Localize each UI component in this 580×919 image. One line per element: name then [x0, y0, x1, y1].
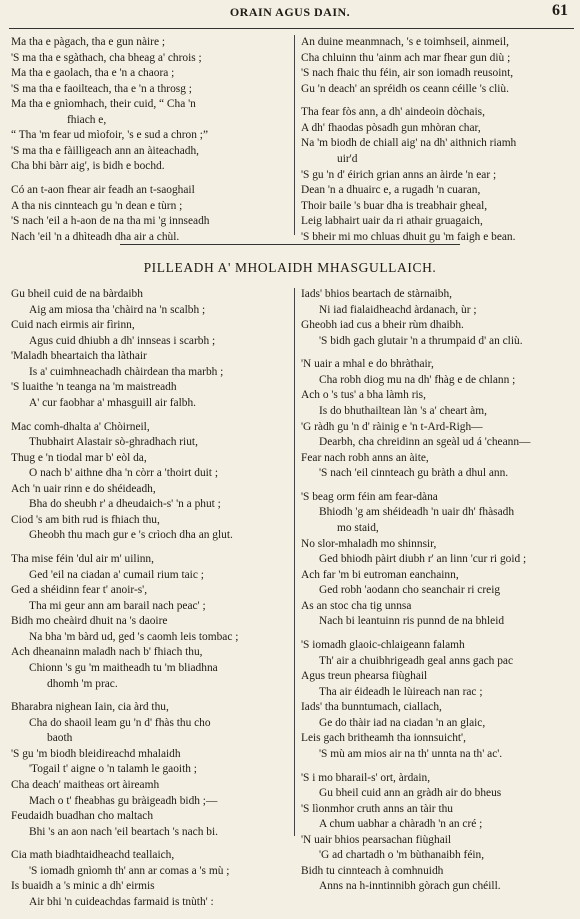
verse-line: Iads' tha bunntumach, ciallach, — [301, 701, 442, 714]
verse-line: 'S ma tha e faoilteach, tha e 'n a throsg ; — [11, 82, 192, 95]
verse-line: Tha air éideadh le lùireach nan rac ; — [319, 685, 483, 698]
verse-line: Gheobh iad cus a bheir rùm dhaibh. — [301, 319, 464, 332]
verse-line: Bha do sheubh r' a dheudaich-s' 'n a phut ; — [29, 498, 221, 511]
verse-line: 'S bheir mi mo chluas dhuit gu 'm faigh e bean. — [301, 230, 516, 243]
verse-line: Cha deach' maitheas ort àireamh — [11, 778, 160, 791]
verse-line: Ma tha e gaolach, tha e 'n a chaora ; — [11, 67, 175, 80]
verse-line: Dearbh, cha chreidinn an sgeàl ud á 'cheann— — [319, 436, 531, 449]
verse-line: Ged a shéidinn fear t' anoir-s', — [11, 584, 148, 597]
verse-line: Ged bhiodh pàirt diubh r' an linn 'cur ri goid ; — [319, 553, 527, 566]
stanza — [301, 287, 577, 349]
verse-line: Thoir baile 's buar dha is treabhair gheal, — [301, 199, 488, 212]
verse-line: baoth — [47, 732, 73, 745]
verse-line: Is do bhuthailtean làn 's a' cheart àm, — [319, 405, 487, 418]
verse-line: Ach o 's tus' a bha làmh ris, — [301, 389, 426, 402]
verse-line: 'N uair bhios pearsachan fiùghail — [301, 833, 452, 846]
verse-line: 'Maladh bheartaich tha làthair — [11, 350, 147, 363]
verse-line: Gu 'n deach' an spréidh os ceann céille 's cliù. — [301, 82, 509, 95]
verse-line: Tha fear fòs ann, a dh' aindeoin dòchais, — [301, 106, 485, 119]
verse-line: Bhiodh 'g am shéideadh 'n uair dh' fhàsadh — [319, 506, 515, 519]
verse-line: Dean 'n a dhuairc e, a rugadh 'n cuaran, — [301, 184, 481, 197]
verse-line: 'S nach 'eil cinnteach gu bràth a dhul ann. — [319, 467, 509, 480]
verse-line: Ciod 's am bith rud is fhiach thu, — [11, 513, 160, 526]
verse-line: mo staid, — [337, 522, 379, 535]
bottom-right-column — [301, 287, 577, 903]
verse-line: Air bhi 'n cuideachdas farmaid is tnùth' : — [29, 895, 214, 908]
verse-line: 'S beag orm féin am fear-dàna — [301, 490, 438, 503]
stanza — [11, 35, 291, 175]
verse-line: No slor-mhaladh mo shinnsir, — [301, 537, 437, 550]
verse-line: Iads' bhios beartach de stàrnaibh, — [301, 288, 453, 300]
verse-line: 'S ma tha e fàilligeach ann an àiteachadh, — [11, 144, 200, 157]
verse-line: Ma tha e gnìomhach, their cuid, “ Cha 'n — [11, 98, 196, 111]
verse-line: Tha mi geur ann am barail nach peac' ; — [29, 599, 206, 612]
verse-line: Bharabra nighean Iain, cia àrd thu, — [11, 701, 169, 714]
verse-line: Có an t-aon fhear air feadh an t-saoghail — [11, 184, 195, 197]
verse-line: fhiach e, — [67, 113, 107, 126]
verse-line: Cha do shaoil leam gu 'n d' fhàs thu cho — [29, 716, 211, 729]
running-title: ORAIN AGUS DAIN. — [229, 5, 351, 19]
verse-line: 'S nach 'eil a h-aon de na tha mi 'g innseadh — [11, 215, 210, 228]
verse-line: Gu bheil cuid ann an gràdh air do bheus — [319, 787, 502, 800]
verse-line: Mac comh-dhalta a' Chòirneil, — [11, 420, 150, 433]
verse-line: 'S ma tha e sgàthach, cha bheag a' chrois ; — [11, 51, 202, 64]
verse-line: 'Togail t' aigne o 'n talamh le gaoith ; — [29, 763, 197, 776]
stanza — [301, 490, 577, 630]
verse-line: Cha bhi bàrr aig', is bidh e bochd. — [11, 160, 165, 173]
stanza — [301, 357, 577, 481]
verse-line: Ged robh 'aodann cho seanchair ri creig — [319, 584, 501, 597]
verse-line: 'S luaithe 'n teanga na 'm maistreadh — [11, 381, 177, 394]
verse-line: uir'd — [337, 153, 358, 166]
verse-line: Bidh mo cheàird dhuit na 's daoire — [11, 615, 168, 628]
bottom-left-column — [11, 287, 293, 919]
verse-line: 'S gu 'm biodh bleidireachd mhalaidh — [11, 747, 181, 760]
verse-line: Ged 'eil na ciadan a' cumail rium taic ; — [29, 568, 204, 581]
verse-line: A tha nis cinnteach gu 'n dean e tùrn ; — [11, 199, 183, 212]
verse-line: A dh' fhaodas pòsadh gun mhòran char, — [301, 121, 481, 134]
verse-line: Ni iad fialaidheachd àrdanach, ùr ; — [319, 303, 477, 316]
stanza — [11, 420, 293, 544]
stanza — [301, 105, 577, 245]
verse-line: Cha robh diog mu na dh' fhàg e de chlann ; — [319, 373, 516, 386]
stanza — [11, 700, 293, 840]
verse-line: 'N uair a mhal e do bhràthair, — [301, 358, 434, 371]
stanza — [301, 771, 577, 895]
verse-line: Cia math biadhtaidheachd teallaich, — [11, 849, 175, 862]
verse-line: 'S iomadh glaoic-chlaigeann falamh — [301, 639, 465, 652]
stanza — [11, 552, 293, 692]
verse-line: “ Tha 'm fear ud mìofoir, 's e sud a chron ;” — [11, 129, 209, 142]
verse-line: Aig am miosa tha 'chàird na 'n scalbh ; — [29, 303, 206, 316]
verse-line: Leig labhairt uair da ri athair gruagaich, — [301, 215, 483, 228]
column-divider — [294, 35, 295, 235]
verse-line: Tha mise féin 'dul air m' uilinn, — [11, 553, 154, 566]
verse-line: An duine meanmnach, 's e toimhseil, ainmeil, — [301, 36, 509, 48]
verse-line: A chum uabhar a chàradh 'n an cré ; — [319, 818, 483, 831]
verse-line: 'S i mo bharail-s' ort, àrdain, — [301, 771, 431, 784]
verse-line: Ach dheanainn maladh nach b' fhiach thu, — [11, 646, 203, 659]
verse-line: Chionn 's gu 'm maitheadh tu 'm bliadhna — [29, 661, 218, 674]
top-left-column — [11, 35, 291, 253]
header-rule — [9, 28, 574, 29]
verse-line: Bidh tu cinnteach à comhnuidh — [301, 864, 444, 877]
verse-line: 'S mù am mios air na th' unnta na th' ac'. — [319, 747, 503, 760]
verse-line: Ge do thàir iad na ciadan 'n an glaic, — [319, 716, 486, 729]
verse-line: Agus treun phearsa fiùghail — [301, 670, 428, 683]
verse-line: Feudaidh buadhan cho maltach — [11, 810, 154, 823]
verse-line: Cuid nach eirmis air fìrinn, — [11, 319, 135, 332]
verse-line: 'G ad chartadh o 'm bùthanaibh féin, — [319, 849, 485, 862]
verse-line: Cha chluinn thu 'ainm ach mar fhear gun diù ; — [301, 51, 511, 64]
verse-line: Bhi 's an aon nach 'eil beartach 's nach bi. — [29, 825, 218, 838]
verse-line: Thug e 'n tiodal mar b' eòl da, — [11, 451, 147, 464]
verse-line: Th' air a chuibhrigeadh geal anns gach pac — [319, 654, 514, 667]
verse-line: Leis gach britheamh tha ionnsuicht', — [301, 732, 466, 745]
verse-line: Anns na h-inntinnibh gòrach gun chéill. — [319, 880, 501, 893]
stanza — [11, 848, 293, 910]
stanza — [301, 638, 577, 762]
verse-line: 'S iomadh gnìomh th' ann ar comas a 's mù ; — [29, 864, 230, 877]
verse-line: Ma tha e pàgach, tha e gun nàire ; — [11, 36, 166, 48]
verse-line: 'G ràdh gu 'n d' ràinig e 'n t-Ard-Righ— — [301, 420, 483, 433]
verse-line: Is buaidh a 's minic a dh' eirmis — [11, 880, 155, 893]
verse-line: 'S lìonmhor cruth anns an tàir thu — [301, 802, 454, 815]
verse-line: Is a' cuimhneachadh chàirdean tha marbh ; — [29, 365, 224, 378]
verse-line: Agus cuid dhiubh a dh' innseas i scarbh ; — [29, 334, 216, 347]
verse-line: 'S gu 'n d' éirich grian anns an àirde 'n ear ; — [301, 168, 497, 181]
verse-line: Mach o t' fheabhas gu bràigeadh bidh ;— — [29, 794, 218, 807]
verse-line: dhomh 'm prac. — [47, 677, 118, 690]
top-right-column — [301, 35, 577, 253]
stanza — [301, 35, 577, 97]
stanza — [11, 183, 291, 245]
verse-line: Ach 'n uair rinn e do shéideadh, — [11, 482, 156, 495]
page-header — [0, 0, 580, 26]
verse-line: 'S bidh gach glutair 'n a thrumpaid d' an cliù. — [319, 334, 523, 347]
verse-line: Nach bi leantuinn ris punnd de na bhleid — [319, 615, 505, 628]
verse-line: Na bha 'm bàrd ud, ged 's caomh leis tombac ; — [29, 630, 239, 643]
verse-line: Nach 'eil 'n a dhìteadh dha air a chùl. — [11, 230, 180, 243]
verse-line: Ach far 'm bi eutroman eanchainn, — [301, 568, 459, 581]
verse-line: Na 'm biodh de chiall aig' na dh' aithnich riamh — [301, 137, 517, 150]
verse-line: 'S nach fhaic thu féin, air son iomadh reusoint, — [301, 67, 514, 80]
page-number: 61 — [552, 2, 568, 19]
verse-line: Thubhairt Alastair sò-ghradhach riut, — [29, 436, 198, 449]
poem-title: PILLEADH A' MHOLAIDH MHASGULLAICH. — [143, 260, 437, 275]
verse-line: Gheobh thu mach gur e 's crìoch dha an glut. — [29, 529, 233, 542]
column-divider — [294, 288, 295, 836]
verse-line: O nach b' aithne dha 'n còrr a 'thoirt duit ; — [29, 467, 218, 480]
stanza — [11, 287, 293, 411]
verse-line: Fear nach robh anns an àite, — [301, 451, 429, 464]
section-rule — [120, 244, 460, 245]
verse-line: Gu bheil cuid de na bàrdaibh — [11, 288, 143, 300]
verse-line: A' cur faobhar a' mhasguill air falbh. — [29, 396, 196, 409]
verse-line: As an stoc cha tig unnsa — [301, 599, 412, 612]
